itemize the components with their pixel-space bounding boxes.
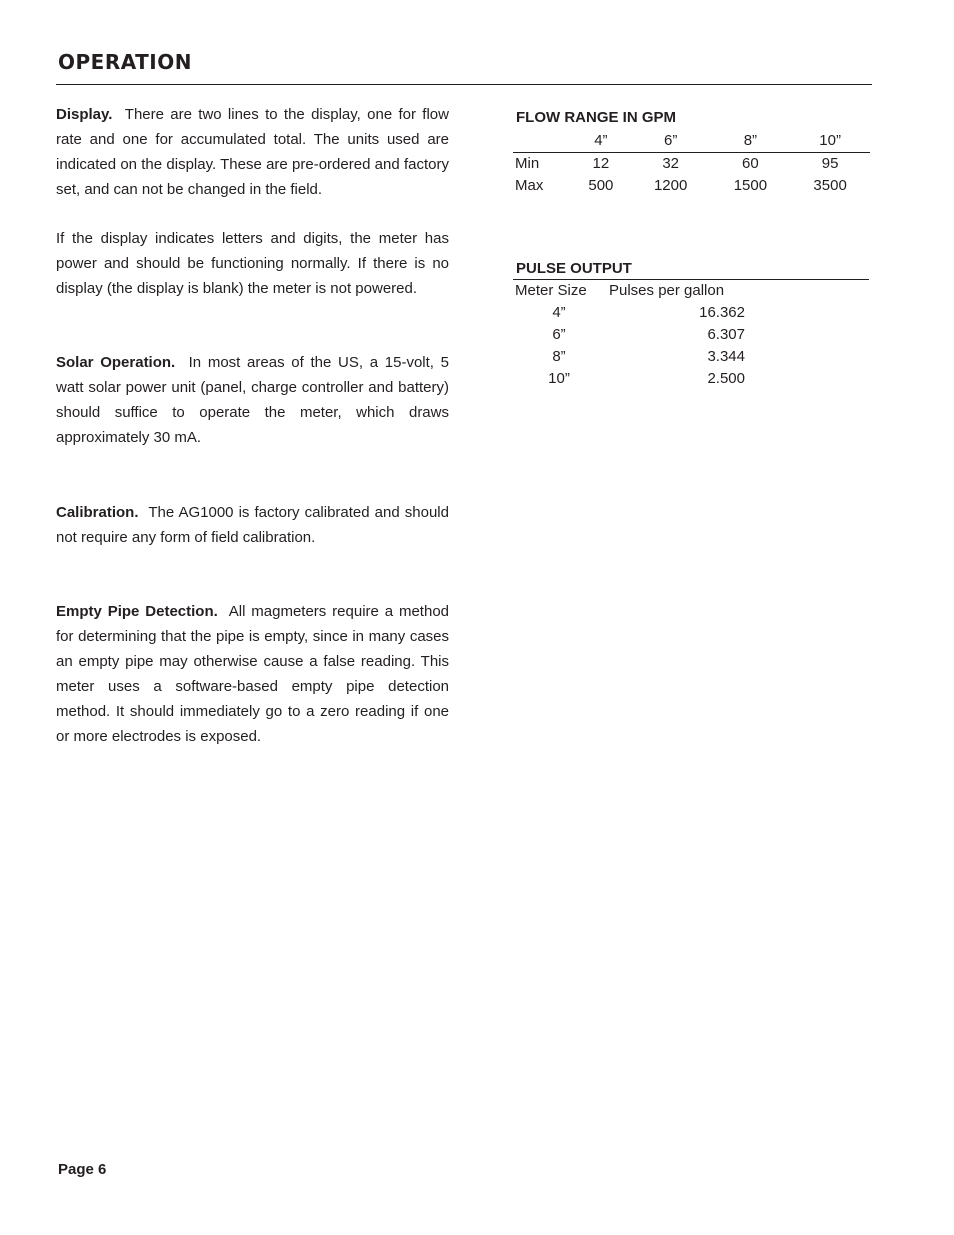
- flow-size-header: 4”: [571, 130, 631, 153]
- solar-text: In most areas of the US, a 15-volt, 5 watt solar power unit (panel, charge controller and battery) should suffice to operate the meter, which draws approximately 30 mA.: [56, 354, 449, 446]
- solar-heading: Solar Operation.: [56, 354, 176, 371]
- flow-range-title: FLOW RANGE IN GPM: [516, 109, 676, 126]
- page-title: OPERATION: [58, 50, 192, 74]
- flow-cell: 1500: [733, 177, 768, 194]
- pulse-size-cell: 6”: [552, 326, 566, 343]
- flow-cell: 60: [742, 155, 759, 172]
- flow-row-label: Max: [515, 177, 544, 194]
- display-text: There are two lines to the display, one for flow rate and one for accumulated total. The units used are indicated on the display. These are pre-ordered and factory set, and can not be changed in the field.: [56, 106, 449, 198]
- pulse-ppg-cell: 2.500: [707, 370, 745, 387]
- flow-range-header-row: [513, 130, 870, 153]
- calibration-paragraph: [56, 500, 449, 550]
- flow-range-row-min: [513, 153, 870, 176]
- title-divider: [56, 84, 872, 85]
- flow-cell: 1200: [653, 177, 688, 194]
- flow-size-header: 8”: [711, 130, 791, 153]
- flow-cell: 95: [821, 155, 839, 172]
- calibration-heading: Calibration.: [56, 504, 139, 521]
- empty-pipe-text: All magmeters require a method for determining that the pipe is empty, since in many cases an empty pipe may otherwise cause a false reading. This meter uses a software-based empty pipe detection method. It should immediately go to a zero reading if one or more electrodes is exposed.: [56, 603, 449, 745]
- flow-size-header: 10”: [790, 130, 870, 153]
- solar-paragraph: [56, 350, 449, 450]
- pulse-header-row: [513, 280, 783, 302]
- pulse-output-title: PULSE OUTPUT: [516, 260, 632, 277]
- flow-cell: 500: [588, 177, 614, 194]
- calibration-text: The AG1000 is factory calibrated and should not require any form of field calibration.: [56, 504, 449, 546]
- pulse-size-cell: 4”: [552, 304, 566, 321]
- flow-cell: 12: [592, 155, 610, 172]
- pulse-col-header-size: Meter Size: [515, 282, 587, 299]
- display-heading: Display.: [56, 106, 113, 123]
- flow-range-row-max: [513, 175, 870, 197]
- flow-range-corner: [513, 130, 571, 153]
- empty-pipe-paragraph: [56, 599, 449, 749]
- empty-pipe-heading: Empty Pipe Detection.: [56, 603, 218, 620]
- pulse-col-header-ppg: Pulses per gallon: [609, 282, 725, 299]
- flow-size-header: 6”: [631, 130, 711, 153]
- flow-cell: 32: [662, 155, 679, 172]
- pulse-row: [513, 302, 783, 324]
- pulse-ppg-cell: 6.307: [707, 326, 745, 343]
- pulse-size-cell: 8”: [552, 348, 566, 365]
- flow-range-table: [513, 130, 870, 197]
- pulse-row: [513, 324, 783, 346]
- pulse-output-table: [513, 280, 783, 390]
- pulse-row: [513, 368, 783, 390]
- page-number: Page 6: [58, 1161, 107, 1178]
- display-status-paragraph: If the display indicates letters and digits, the meter has power and should be functioning normally. If there is no display (the display is blank) the meter is not powered.: [56, 230, 449, 297]
- pulse-size-cell: 10”: [548, 370, 570, 387]
- pulse-row: [513, 346, 783, 368]
- pulse-ppg-cell: 16.362: [699, 304, 745, 321]
- display-paragraph: [56, 102, 449, 202]
- pulse-ppg-cell: 3.344: [707, 348, 745, 365]
- flow-row-label: Min: [515, 155, 540, 172]
- flow-cell: 3500: [813, 177, 847, 194]
